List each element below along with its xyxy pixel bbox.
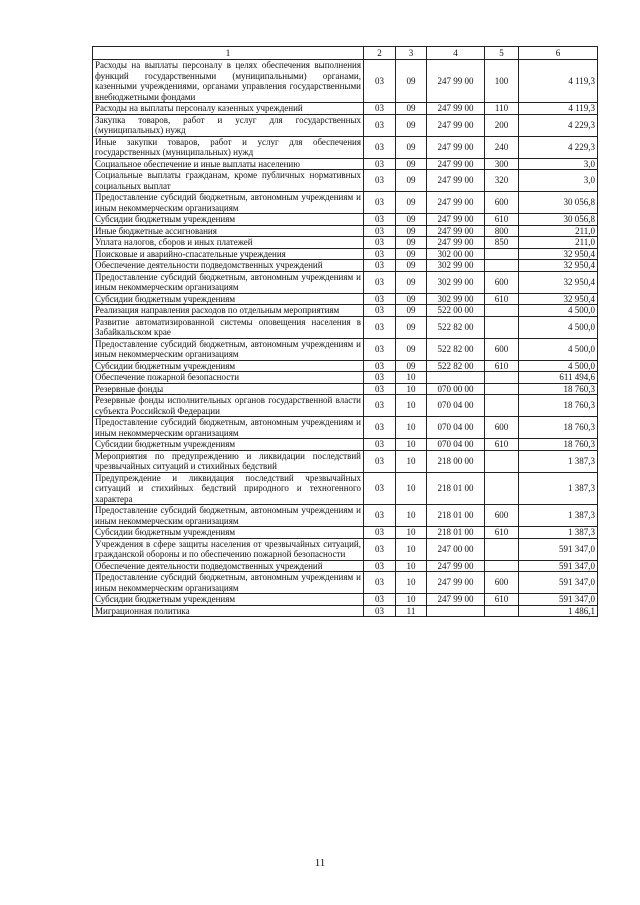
row-section: 03 [364, 158, 396, 170]
table-row [93, 560, 598, 572]
row-name: Предоставление субсидий бюджетным, автономным учреждениям и иным некоммерческим организациям [93, 572, 364, 594]
row-section: 03 [364, 136, 396, 158]
row-name: Расходы на выплаты персоналу казенных учреждений [93, 103, 364, 115]
table-row [93, 417, 598, 439]
table-row [93, 360, 598, 372]
row-amount: 611 494,6 [519, 372, 598, 384]
row-target-article: 302 99 00 [427, 271, 485, 293]
row-amount: 3,0 [519, 158, 598, 170]
table-row [93, 383, 598, 395]
row-name: Поисковые и аварийно-спасательные учреждения [93, 248, 364, 260]
row-target-article: 247 99 00 [427, 225, 485, 237]
table-row [93, 248, 598, 260]
row-expense-type: 600 [485, 271, 519, 293]
row-subsection: 09 [396, 360, 427, 372]
row-section: 03 [364, 439, 396, 451]
row-section: 03 [364, 538, 396, 560]
row-expense-type [485, 605, 519, 617]
row-expense-type [485, 450, 519, 472]
row-target-article: 247 99 00 [427, 170, 485, 192]
row-subsection: 09 [396, 316, 427, 338]
row-name: Миграционная политика [93, 605, 364, 617]
row-subsection: 09 [396, 214, 427, 226]
row-name: Субсидии бюджетным учреждениям [93, 594, 364, 606]
row-section: 03 [364, 605, 396, 617]
table-row [93, 305, 598, 317]
row-subsection: 09 [396, 136, 427, 158]
row-expense-type: 600 [485, 505, 519, 527]
budget-table [92, 46, 598, 617]
row-amount: 1 387,3 [519, 472, 598, 505]
header-col-3: 3 [396, 47, 427, 60]
row-name: Иные бюджетные ассигнования [93, 225, 364, 237]
row-amount: 18 760,3 [519, 439, 598, 451]
row-name: Предоставление субсидий бюджетным, автономным учреждениям и иным некоммерческим организациям [93, 417, 364, 439]
row-amount: 18 760,3 [519, 383, 598, 395]
row-name: Реализация направления расходов по отдельным мероприятиям [93, 305, 364, 317]
row-amount: 591 347,0 [519, 572, 598, 594]
table-row [93, 136, 598, 158]
row-subsection: 10 [396, 450, 427, 472]
row-expense-type: 320 [485, 170, 519, 192]
row-expense-type [485, 560, 519, 572]
row-target-article: 247 00 00 [427, 538, 485, 560]
row-name: Предоставление субсидий бюджетным, автономным учреждениям и иным некоммерческим организациям [93, 192, 364, 214]
table-row [93, 170, 598, 192]
row-expense-type: 610 [485, 439, 519, 451]
row-subsection: 10 [396, 572, 427, 594]
row-expense-type: 610 [485, 360, 519, 372]
row-name: Обеспечение деятельности подведомственных учреждений [93, 560, 364, 572]
row-subsection: 09 [396, 114, 427, 136]
table-row [93, 192, 598, 214]
row-expense-type [485, 248, 519, 260]
row-amount: 4 500,0 [519, 316, 598, 338]
row-target-article: 247 99 00 [427, 594, 485, 606]
row-section: 03 [364, 572, 396, 594]
row-target-article: 247 99 00 [427, 192, 485, 214]
row-section: 03 [364, 527, 396, 539]
row-name: Субсидии бюджетным учреждениям [93, 293, 364, 305]
row-name: Предоставление субсидий бюджетным, автономным учреждениям и иным некоммерческим организациям [93, 271, 364, 293]
row-target-article: 522 82 00 [427, 360, 485, 372]
row-target-article: 522 00 00 [427, 305, 485, 317]
row-name: Субсидии бюджетным учреждениям [93, 439, 364, 451]
row-amount: 32 950,4 [519, 248, 598, 260]
row-target-article: 218 01 00 [427, 527, 485, 539]
row-section: 03 [364, 372, 396, 384]
row-section: 03 [364, 260, 396, 272]
table-row [93, 594, 598, 606]
row-subsection: 09 [396, 260, 427, 272]
row-amount: 18 760,3 [519, 395, 598, 417]
row-subsection: 10 [396, 527, 427, 539]
row-amount: 1 486,1 [519, 605, 598, 617]
row-section: 03 [364, 237, 396, 249]
header-row [93, 47, 598, 60]
row-subsection: 09 [396, 338, 427, 360]
row-expense-type: 600 [485, 417, 519, 439]
row-expense-type: 100 [485, 60, 519, 103]
row-amount: 3,0 [519, 170, 598, 192]
row-subsection: 10 [396, 372, 427, 384]
row-target-article: 522 82 00 [427, 316, 485, 338]
table-row [93, 114, 598, 136]
row-expense-type: 300 [485, 158, 519, 170]
row-expense-type: 610 [485, 527, 519, 539]
row-target-article: 247 99 00 [427, 136, 485, 158]
row-subsection: 09 [396, 158, 427, 170]
row-target-article: 247 99 00 [427, 237, 485, 249]
table-row [93, 214, 598, 226]
row-name: Учреждения в сфере защиты населения от чрезвычайных ситуаций, гражданской обороны и по обеспечению пожарной безопасности [93, 538, 364, 560]
row-subsection: 10 [396, 395, 427, 417]
row-expense-type: 240 [485, 136, 519, 158]
table-row [93, 605, 598, 617]
row-section: 03 [364, 293, 396, 305]
row-section: 03 [364, 225, 396, 237]
table-row [93, 338, 598, 360]
row-subsection: 10 [396, 505, 427, 527]
row-amount: 4 119,3 [519, 60, 598, 103]
row-target-article: 218 01 00 [427, 472, 485, 505]
row-name: Обеспечение пожарной безопасности [93, 372, 364, 384]
row-expense-type [485, 260, 519, 272]
table-row [93, 293, 598, 305]
row-target-article [427, 605, 485, 617]
row-subsection: 09 [396, 271, 427, 293]
row-target-article: 247 99 00 [427, 103, 485, 115]
table-row [93, 271, 598, 293]
row-expense-type: 600 [485, 192, 519, 214]
table-row [93, 103, 598, 115]
row-target-article: 247 99 00 [427, 114, 485, 136]
header-col-4: 4 [427, 47, 485, 60]
row-amount: 32 950,4 [519, 271, 598, 293]
row-target-article: 247 99 00 [427, 560, 485, 572]
row-expense-type: 200 [485, 114, 519, 136]
table-row [93, 158, 598, 170]
row-amount: 4 229,3 [519, 136, 598, 158]
row-section: 03 [364, 450, 396, 472]
table-row [93, 538, 598, 560]
row-target-article: 070 04 00 [427, 395, 485, 417]
row-name: Иные закупки товаров, работ и услуг для обеспечения государственных (муниципальных) нужд [93, 136, 364, 158]
row-section: 03 [364, 103, 396, 115]
row-section: 03 [364, 395, 396, 417]
row-amount: 18 760,3 [519, 417, 598, 439]
row-section: 03 [364, 316, 396, 338]
row-expense-type: 110 [485, 103, 519, 115]
row-amount: 1 387,3 [519, 505, 598, 527]
row-target-article [427, 372, 485, 384]
row-name: Социальное обеспечение и иные выплаты населению [93, 158, 364, 170]
row-subsection: 09 [396, 305, 427, 317]
row-section: 03 [364, 192, 396, 214]
row-amount: 32 950,4 [519, 260, 598, 272]
header-col-2: 2 [364, 47, 396, 60]
table-header [93, 47, 598, 60]
page-number: 11 [314, 857, 326, 869]
row-subsection: 10 [396, 538, 427, 560]
row-amount: 211,0 [519, 225, 598, 237]
row-name: Субсидии бюджетным учреждениям [93, 527, 364, 539]
row-subsection: 10 [396, 417, 427, 439]
row-name: Расходы на выплаты персоналу в целях обеспечения выполнения функций государственными (муниципальными) органами, казенными учреждениями, органами управления государственными внебюджетными фондами [93, 60, 364, 103]
row-section: 03 [364, 271, 396, 293]
row-target-article: 218 00 00 [427, 450, 485, 472]
row-target-article: 302 00 00 [427, 248, 485, 260]
row-name: Предоставление субсидий бюджетным, автономным учреждениям и иным некоммерческим организациям [93, 505, 364, 527]
row-name: Резервные фонды исполнительных органов государственной власти субъекта Российской Федерации [93, 395, 364, 417]
row-subsection: 09 [396, 192, 427, 214]
row-subsection: 10 [396, 472, 427, 505]
row-amount: 30 056,8 [519, 214, 598, 226]
row-section: 03 [364, 170, 396, 192]
row-section: 03 [364, 248, 396, 260]
table-row [93, 237, 598, 249]
row-subsection: 09 [396, 170, 427, 192]
header-col-1: 1 [93, 47, 364, 60]
table-row [93, 395, 598, 417]
row-amount: 4 500,0 [519, 360, 598, 372]
row-expense-type [485, 395, 519, 417]
row-section: 03 [364, 472, 396, 505]
row-subsection: 10 [396, 383, 427, 395]
table-row [93, 527, 598, 539]
row-section: 03 [364, 560, 396, 572]
row-name: Предоставление субсидий бюджетным, автономным учреждениям и иным некоммерческим организациям [93, 338, 364, 360]
row-amount: 32 950,4 [519, 293, 598, 305]
table-row [93, 572, 598, 594]
row-expense-type: 600 [485, 338, 519, 360]
header-col-5: 5 [485, 47, 519, 60]
row-name: Субсидии бюджетным учреждениям [93, 360, 364, 372]
row-target-article: 070 04 00 [427, 439, 485, 451]
row-name: Обеспечение деятельности подведомственных учреждений [93, 260, 364, 272]
row-target-article: 302 99 00 [427, 260, 485, 272]
row-name: Резервные фонды [93, 383, 364, 395]
table-row [93, 450, 598, 472]
row-section: 03 [364, 114, 396, 136]
row-target-article: 247 99 00 [427, 60, 485, 103]
row-target-article: 302 99 00 [427, 293, 485, 305]
row-expense-type [485, 383, 519, 395]
row-expense-type [485, 472, 519, 505]
row-expense-type: 610 [485, 293, 519, 305]
row-subsection: 10 [396, 560, 427, 572]
row-section: 03 [364, 505, 396, 527]
row-section: 03 [364, 338, 396, 360]
row-subsection: 09 [396, 103, 427, 115]
row-section: 03 [364, 417, 396, 439]
table-row [93, 225, 598, 237]
row-subsection: 09 [396, 293, 427, 305]
row-section: 03 [364, 60, 396, 103]
table-row [93, 439, 598, 451]
row-target-article: 247 99 00 [427, 572, 485, 594]
row-section: 03 [364, 383, 396, 395]
table-row [93, 60, 598, 103]
row-amount: 1 387,3 [519, 527, 598, 539]
row-amount: 4 119,3 [519, 103, 598, 115]
row-subsection: 09 [396, 248, 427, 260]
row-section: 03 [364, 214, 396, 226]
row-target-article: 247 99 00 [427, 214, 485, 226]
row-name: Уплата налогов, сборов и иных платежей [93, 237, 364, 249]
row-section: 03 [364, 305, 396, 317]
row-name: Предупреждение и ликвидация последствий чрезвычайных ситуаций и стихийных бедствий природного и техногенного характера [93, 472, 364, 505]
row-section: 03 [364, 360, 396, 372]
row-name: Развитие автоматизированной системы оповещения населения в Забайкальском крае [93, 316, 364, 338]
table-row [93, 316, 598, 338]
row-subsection: 09 [396, 225, 427, 237]
row-amount: 1 387,3 [519, 450, 598, 472]
table-row [93, 472, 598, 505]
table-row [93, 260, 598, 272]
row-amount: 4 500,0 [519, 305, 598, 317]
row-amount: 211,0 [519, 237, 598, 249]
row-expense-type [485, 372, 519, 384]
row-amount: 4 229,3 [519, 114, 598, 136]
row-expense-type: 610 [485, 594, 519, 606]
row-target-article: 070 00 00 [427, 383, 485, 395]
row-subsection: 10 [396, 594, 427, 606]
row-expense-type: 800 [485, 225, 519, 237]
row-expense-type: 610 [485, 214, 519, 226]
table-row [93, 372, 598, 384]
row-amount: 30 056,8 [519, 192, 598, 214]
row-amount: 4 500,0 [519, 338, 598, 360]
row-target-article: 247 99 00 [427, 158, 485, 170]
row-expense-type [485, 316, 519, 338]
row-expense-type [485, 305, 519, 317]
row-name: Закупка товаров, работ и услуг для государственных (муниципальных) нужд [93, 114, 364, 136]
row-name: Мероприятия по предупреждению и ликвидации последствий чрезвычайных ситуаций и стихийных бедствий [93, 450, 364, 472]
row-amount: 591 347,0 [519, 560, 598, 572]
table-row [93, 505, 598, 527]
row-name: Социальные выплаты гражданам, кроме публичных нормативных социальных выплат [93, 170, 364, 192]
row-section: 03 [364, 594, 396, 606]
row-subsection: 09 [396, 237, 427, 249]
row-amount: 591 347,0 [519, 538, 598, 560]
row-amount: 591 347,0 [519, 594, 598, 606]
row-target-article: 522 82 00 [427, 338, 485, 360]
row-target-article: 070 04 00 [427, 417, 485, 439]
table-body [93, 60, 598, 617]
row-expense-type [485, 538, 519, 560]
row-subsection: 10 [396, 439, 427, 451]
row-name: Субсидии бюджетным учреждениям [93, 214, 364, 226]
header-col-6: 6 [519, 47, 598, 60]
row-subsection: 09 [396, 60, 427, 103]
row-expense-type: 850 [485, 237, 519, 249]
row-expense-type: 600 [485, 572, 519, 594]
row-subsection: 11 [396, 605, 427, 617]
row-target-article: 218 01 00 [427, 505, 485, 527]
